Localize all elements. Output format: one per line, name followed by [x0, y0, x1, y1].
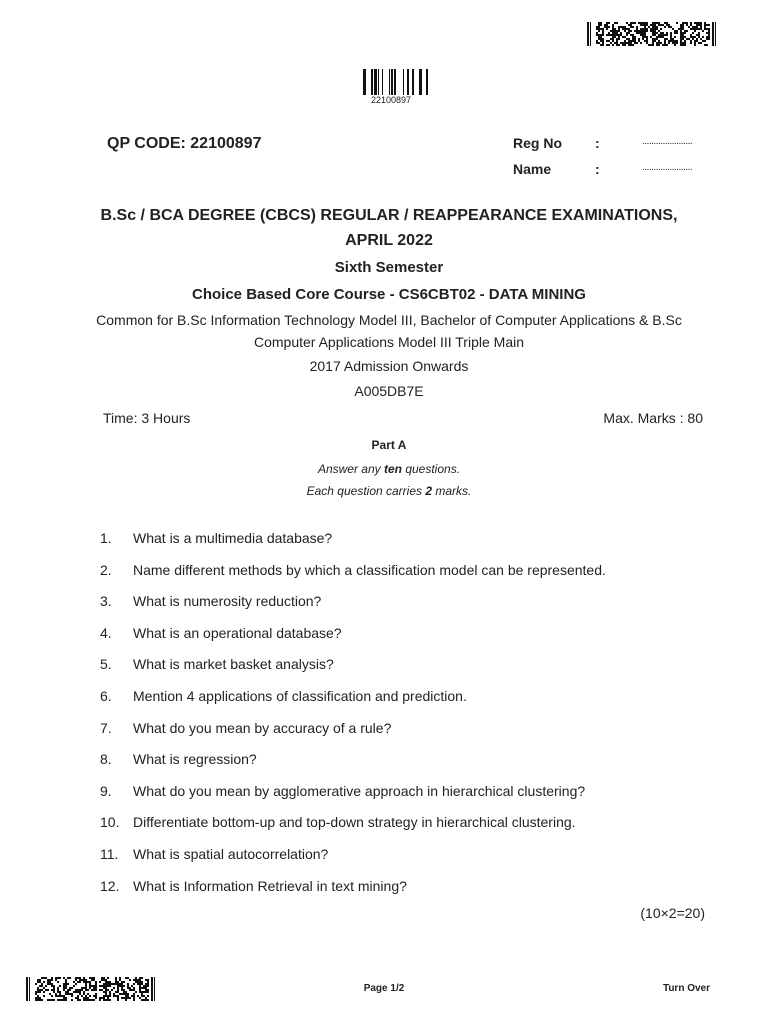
question-number: 6. — [100, 688, 112, 704]
question-item — [0, 530, 768, 552]
question-number: 1. — [100, 530, 112, 546]
question-text: What is spatial autocorrelation? — [133, 846, 329, 862]
barcode-number: 22100897 — [370, 95, 412, 105]
exam-title-line1: B.Sc / BCA DEGREE (CBCS) REGULAR / REAPPEARANCE EXAMINATIONS, — [100, 207, 678, 224]
question-item — [0, 751, 768, 773]
admission-year: 2017 Admission Onwards — [309, 358, 469, 374]
question-item — [0, 720, 768, 742]
question-number: 5. — [100, 656, 112, 672]
center-barcode — [353, 69, 429, 95]
semester: Sixth Semester — [334, 259, 444, 276]
question-number: 7. — [100, 720, 112, 736]
question-item — [0, 846, 768, 868]
part-a-instruction-2: Each question carries 2 marks. — [306, 484, 472, 498]
question-text: What is a multimedia database? — [133, 530, 333, 546]
question-number: 11. — [100, 846, 119, 862]
name-colon: : — [595, 161, 600, 177]
page-number: Page 1/2 — [363, 983, 405, 994]
question-item — [0, 814, 768, 836]
turn-over-label: Turn Over — [662, 983, 710, 994]
question-number: 10. — [100, 814, 120, 830]
max-marks: Max. Marks : 80 — [603, 410, 703, 426]
question-number: 4. — [100, 625, 112, 641]
top-right-barcode — [587, 22, 718, 46]
question-number: 12. — [100, 878, 120, 894]
common-for-line2: Computer Applications Model III Triple Main — [253, 334, 524, 350]
question-text: What is regression? — [133, 751, 257, 767]
question-item — [0, 593, 768, 615]
question-item — [0, 656, 768, 678]
question-text: Differentiate bottom-up and top-down strategy in hierarchical clustering. — [133, 814, 576, 830]
question-item — [0, 625, 768, 647]
question-text: What do you mean by agglomerative approach in hierarchical clustering? — [133, 783, 586, 799]
bottom-left-barcode — [26, 977, 157, 1001]
name-label: Name — [513, 161, 552, 177]
question-item — [0, 878, 768, 900]
question-text: What is an operational database? — [133, 625, 342, 641]
course-title: Choice Based Core Course - CS6CBT02 - DATA MINING — [192, 286, 586, 303]
question-item — [0, 562, 768, 584]
part-a-total: (10×2=20) — [640, 905, 705, 921]
question-item — [0, 783, 768, 805]
reg-no-label: Reg No — [513, 135, 562, 151]
question-text: What is market basket analysis? — [133, 656, 334, 672]
paper-code: A005DB7E — [354, 383, 424, 399]
qp-code: QP CODE: 22100897 — [107, 135, 262, 152]
exam-title-line2: APRIL 2022 — [345, 232, 433, 249]
question-text: What is Information Retrieval in text mining? — [133, 878, 407, 894]
question-text: What is numerosity reduction? — [133, 593, 322, 609]
question-number: 2. — [100, 562, 112, 578]
question-text: Mention 4 applications of classification and prediction. — [133, 688, 467, 704]
part-a-heading: Part A — [371, 438, 407, 452]
exam-duration: Time: 3 Hours — [103, 410, 191, 426]
part-a-instruction-1: Answer any ten questions. — [317, 462, 461, 476]
question-text: Name different methods by which a classification model can be represented. — [133, 562, 606, 578]
question-number: 3. — [100, 593, 112, 609]
question-item — [0, 688, 768, 710]
reg-no-blank: ...................... — [642, 136, 693, 147]
question-number: 8. — [100, 751, 112, 767]
name-blank: ...................... — [642, 162, 693, 173]
question-number: 9. — [100, 783, 112, 799]
question-text: What do you mean by accuracy of a rule? — [133, 720, 392, 736]
common-for-line1: Common for B.Sc Information Technology Model III, Bachelor of Computer Applications & B.Sc — [96, 312, 682, 328]
reg-no-colon: : — [595, 135, 600, 151]
